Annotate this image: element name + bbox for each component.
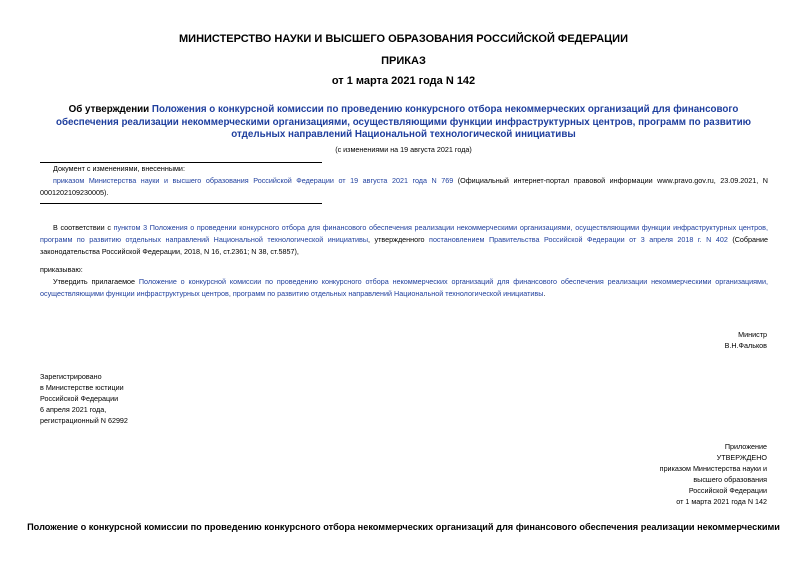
approve-link[interactable]: Положение о конкурсной комиссии по проведению конкурсного отбора некоммерческих организаций для финансового обеспечения реализации некоммерческими организациями, осуществляющими функции инфраструктурных центров, программ по развитию отдельных направлений Национальной технологической инициативы bbox=[40, 277, 769, 298]
appendix-line-3: приказом Министерства науки и bbox=[659, 464, 767, 473]
changes-rest: (Официальный интернет-портал правовой информации www.pravo.gov.ru, 23.09.2021, N 0001202109230005). bbox=[40, 176, 768, 197]
regulation-heading: Положение о конкурсной комиссии по проведению конкурсного отбора некоммерческих организаций для финансового обеспечения реализации некоммерческими bbox=[27, 522, 780, 532]
ministry-heading: МИНИСТЕРСТВО НАУКИ И ВЫСШЕГО ОБРАЗОВАНИЯ РОССИЙСКОЙ ФЕДЕРАЦИИ bbox=[179, 33, 628, 45]
registration-line-2: в Министерстве юстиции bbox=[40, 383, 124, 392]
changes-link[interactable]: приказом Министерства науки и высшего образования Российской Федерации от 19 августа 2021 года N 769 bbox=[53, 176, 454, 185]
signature-name: В.Н.Фальков bbox=[724, 341, 767, 350]
appendix-line-4: высшего образования bbox=[693, 475, 767, 484]
preamble-link-1[interactable]: пунктом 3 Положения о проведении конкурсного отбора для финансового обеспечения реализации некоммерческими организациями, осуществляющими функции инфраструктурных центров, программ по развитию отдельных направлений Национальной технологической инициативы bbox=[40, 223, 768, 244]
registration-line-5: регистрационный N 62992 bbox=[40, 416, 128, 425]
registration-line-4: 6 апреля 2021 года, bbox=[40, 405, 107, 414]
date-number-heading: от 1 марта 2021 года N 142 bbox=[331, 75, 476, 87]
changes-text bbox=[40, 175, 768, 199]
divider-bottom bbox=[40, 203, 322, 204]
changes-label: Документ с изменениями, внесенными: bbox=[53, 164, 185, 173]
signature-position: Министр bbox=[738, 330, 767, 339]
appendix-line-2: УТВЕРЖДЕНО bbox=[716, 453, 767, 462]
preamble-text-1: В соответствии с bbox=[53, 223, 114, 232]
title-prefix: Об утверждении bbox=[68, 104, 152, 115]
doc-type-heading: ПРИКАЗ bbox=[381, 55, 426, 67]
approve-text-2: . bbox=[543, 289, 546, 298]
preamble-link-2[interactable]: постановлением Правительства Российской Федерации от 3 апреля 2018 г. N 402 bbox=[429, 235, 728, 244]
approve-text-1: Утвердить прилагаемое bbox=[53, 277, 139, 286]
preamble-text-2: , утвержденного bbox=[368, 235, 430, 244]
preamble-paragraph bbox=[40, 222, 768, 258]
appendix-line-6: от 1 марта 2021 года N 142 bbox=[676, 497, 767, 506]
registration-line-1: Зарегистрировано bbox=[40, 372, 102, 381]
preamble-text-3: (Собрание законодательства Российской Федерации, 2018, N 16, ст.2361; N 38, ст.5857), bbox=[40, 235, 768, 256]
order-word: приказываю: bbox=[40, 265, 83, 274]
appendix-line-5: Российской Федерации bbox=[688, 486, 767, 495]
title-link[interactable]: Положения о конкурсной комиссии по проведению конкурсного отбора некоммерческих организаций для финансового обеспечения реализации некоммерческими организациями, осуществляющими функции инфраструктурных центров, программ по развитию отдельных направлений Национальной технологической инициативы bbox=[56, 104, 751, 140]
registration-line-3: Российской Федерации bbox=[40, 394, 119, 403]
document-title bbox=[40, 104, 767, 142]
edition-note: (с изменениями на 19 августа 2021 года) bbox=[335, 145, 472, 154]
appendix-line-1: Приложение bbox=[724, 442, 767, 451]
approve-paragraph bbox=[40, 276, 768, 300]
